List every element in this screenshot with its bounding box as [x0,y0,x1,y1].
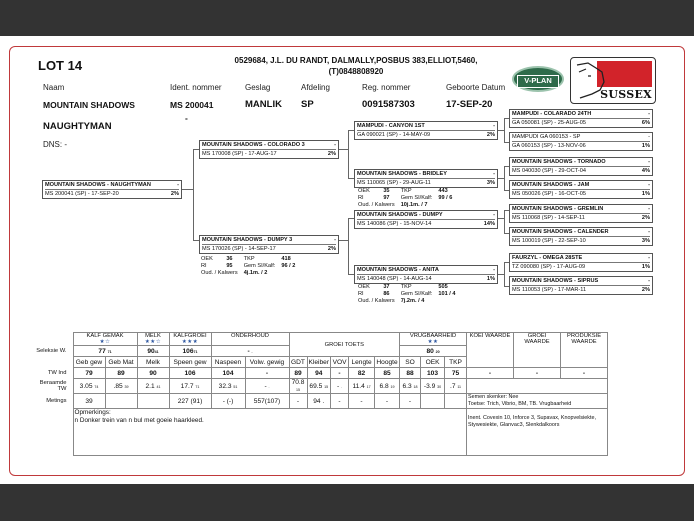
cell: 89 [105,368,137,379]
stat-oek: 36 [226,256,233,262]
cell: - [375,394,400,409]
cell [445,394,467,409]
pedigree-sire-dam[interactable] [354,169,498,188]
cell: - (-) [211,394,245,409]
pedigree-flag: - [648,229,650,235]
accuracy: 15 [296,388,300,392]
pedigree-dam-sire[interactable] [354,210,498,229]
cell: 85 [375,368,400,379]
col-header: Geb Mat [105,357,137,368]
animal-reg: 0091587303 [362,99,415,110]
animal-geslag: MANLIK [245,99,282,110]
value: 2.1 [145,382,155,390]
stat-gem: 99 / 6 [438,195,453,201]
pedigree-name: MOUNTAIN SHADOWS - DUMPY 3 [202,237,293,243]
label-naam: Naam [43,83,65,92]
value: - [337,382,340,390]
accuracy: 11 [457,384,462,389]
pedigree-flag: - [493,212,495,218]
group-label: KALFGROEI [173,333,207,339]
sussex-logo-text: SUSSEX [600,88,652,101]
cell [73,379,105,394]
cell: 106 [169,368,211,379]
pedigree-name: MAMPUDI GA 060153 - SP [512,134,581,140]
group-melk [137,333,169,346]
accuracy: 19 [390,384,395,389]
pedigree-id: MS 170026 (SP) - 14-SEP-17 [202,246,276,252]
pedigree-id: MS 110053 (SP) - 17-MAR-11 [512,287,587,293]
accuracy: 71 [107,349,112,354]
seleksie-melk [137,346,169,357]
group-vrugbaarheid [400,333,467,346]
accuracy: 41 [154,349,159,354]
pedigree-id: GA 050081 (SP) - 25-AUG-05 [512,120,586,126]
stat-oud: 10j.1m. / 7 [400,202,428,208]
stat-label: Oud. / Kalwers [358,202,395,208]
produksie-waarde-value: - [561,368,608,379]
group-label: MELK [145,333,161,339]
pedigree-id: GA 060153 (SP) - 13-NOV-06 [512,143,586,149]
group-groei-toets: GROEI TOETS [289,333,400,357]
pedigree-g3-6[interactable] [509,227,653,246]
pedigree-name: MOUNTAIN SHADOWS - CALENDER [512,229,609,235]
pedigree-flag: - [648,182,650,188]
accuracy: 20 [435,349,440,354]
stat-label: Gem SI/Kalf: [400,291,433,297]
pedigree-id: MS 040030 (SP) - 29-OCT-04 [512,168,586,174]
pedigree-line [497,130,504,131]
accuracy: 41 [156,384,161,389]
pedigree-pct: 2% [327,151,336,157]
stat-oek: 37 [383,284,390,290]
pedigree-name: MOUNTAIN SHADOWS - NAUGHTYMAN [45,182,151,188]
row-tw-ind [35,368,608,379]
accuracy: 30 [437,384,442,389]
stat-label: OEK [201,256,213,262]
pedigree-dam[interactable] [199,235,339,254]
stat-label: RI [201,263,207,269]
produksie-waarde-header: PRODUKSIE WAARDE [561,333,608,368]
pedigree-id: MS 170008 (SP) - 17-AUG-17 [202,151,277,157]
stat-oek: 35 [383,188,390,194]
pedigree-g3-8[interactable] [509,276,653,295]
stat-label: OEK [358,188,370,194]
cell: - [349,394,375,409]
pedigree-flag: - [648,111,650,117]
label-reg: Reg. nommer [362,83,411,92]
inent-cell [467,409,608,456]
stat-label: RI [358,195,364,201]
cell [349,379,375,394]
pedigree-flag: - [648,206,650,212]
pedigree-sire[interactable] [199,140,339,159]
cell: 75 [445,368,467,379]
dam-stats [201,256,301,277]
sussex-logo [570,57,656,104]
pedigree-line [338,149,348,150]
pedigree-flag: - [493,123,495,129]
cell [105,379,137,394]
col-header: Lengte [349,357,375,368]
pedigree-name: FAURZYL - OMEGA 28STE [512,255,583,261]
pedigree-g3-7[interactable] [509,253,653,272]
value: .7 [449,382,456,390]
pedigree-self[interactable] [42,180,182,199]
cell: - [331,368,349,379]
pedigree-id: MS 110065 (SP) - 29-AUG-11 [357,180,431,186]
accuracy: 17 [366,384,371,389]
pedigree-pct: 4% [641,168,650,174]
value: - [247,347,250,355]
row-metings [35,394,608,409]
pedigree-pct: 2% [486,132,495,138]
stat-label: Oud. / Kalwers [358,298,395,304]
toetse-text: Toetse: Trich, Vibrio, BM, TB. Vrugbaarheid [468,401,572,407]
row-beraamde-tw [35,379,608,394]
cell [137,379,169,394]
col-header: Naspeen [211,357,245,368]
col-header: Hoogte [376,358,398,366]
cell [375,379,400,394]
cell: 103 [421,368,445,379]
animal-name: MOUNTAIN SHADOWS [43,100,135,110]
animal-ident: MS 200041 [170,100,214,110]
accuracy: . [268,384,270,389]
pedigree-flag: - [493,267,495,273]
cell [211,379,245,394]
pedigree-dam-dam[interactable] [354,265,498,284]
pedigree-pct: 2% [641,287,650,293]
pedigree-line [497,178,504,179]
lot-number: LOT 14 [38,58,83,73]
value: 69.5 [309,382,323,390]
pedigree-pct: 1% [641,191,650,197]
animal-dob: 17-SEP-20 [446,99,493,110]
pedigree-id: MS 050026 (SP) - 16-OCT-05 [512,191,586,197]
stat-label: Oud. / Kalwers [201,270,238,276]
accuracy: 51 [233,384,238,389]
opmerkings-label: Opmerkings: [74,409,111,416]
groei-waarde-value: - [514,368,561,379]
cell [137,394,169,409]
pedigree-line [504,262,505,286]
koei-waarde-header: KOEI WAARDE [467,333,514,368]
pedigree-name: MOUNTAIN SHADOWS - GREMLIN [512,206,604,212]
col-header: GDT [289,357,307,368]
owner-line-2: (T)0848808920 [328,67,384,76]
pedigree-line [497,274,504,275]
col-header: Geb gew [73,357,105,368]
pedigree-g3-1[interactable] [509,109,653,128]
cell [289,379,307,394]
pedigree-name: MAMPUDI - COLARADO 24TH [512,111,592,117]
cell: 88 [400,368,421,379]
pedigree-pct: 2% [641,215,650,221]
pedigree-line [348,130,349,178]
performance-table [35,332,608,456]
value: -3.9 [423,382,436,390]
star-rating: ★★☆ [144,339,162,345]
stat-label: RI [358,291,364,297]
dam-dam-stats [358,284,462,305]
pedigree-name: MOUNTAIN SHADOWS - ANITA [357,267,439,273]
stat-gem: 96 / 2 [281,263,296,269]
pedigree-pct: 1% [641,264,650,270]
dns-status: DNS: - [43,140,67,149]
label-ident: Ident. nommer [170,83,222,92]
col-header: SO [400,357,421,368]
pedigree-flag: - [648,255,650,261]
sire-dam-stats [358,188,458,209]
pedigree-line [181,189,193,190]
cell: - [289,394,307,409]
group-kalf-gemak [73,333,137,346]
animal-ident-sub: - [185,113,188,123]
inent-text: Inent. Covexin 10, Inforce 3, Supavax, Knopvelsiekte, Stywesiekte, Glanvac3, Slenkdalkoors [468,415,596,428]
col-header: Speen gew [169,357,211,368]
pedigree-line [504,118,505,142]
pedigree-name: MOUNTAIN SHADOWS - BRIDLEY [357,171,448,177]
pedigree-pct: 1% [641,143,650,149]
koei-waarde-value: - [467,368,514,379]
accuracy: 15 [324,384,329,389]
pedigree-flag: - [648,134,650,140]
value: 3.05 [79,382,93,390]
col-header: Melk [137,357,169,368]
pedigree-id: MS 100019 (SP) - 22-SEP-10 [512,238,586,244]
label-geslag: Geslag [245,83,271,92]
pedigree-line [504,210,505,233]
pedigree-id: GA 090021 (SP) - 14-MAY-09 [357,132,431,138]
pedigree-id: MS 140048 (SP) - 14-AUG-14 [357,276,432,282]
value: 90 [147,347,155,355]
cell: 94 . [307,394,331,409]
value: 6.3 [402,382,412,390]
cell [169,379,211,394]
stat-label: TKP [243,256,255,262]
stat-tkp: 505 [438,284,448,290]
cell [421,394,445,409]
pedigree-name: MOUNTAIN SHADOWS - TORNADO [512,159,606,165]
value: 70.8 [291,379,305,386]
groei-waarde-header: GROEI WAARDE [514,333,561,368]
pedigree-g3-5[interactable] [509,204,653,223]
pedigree-sire-sire[interactable] [354,121,498,140]
row-label: Metings [46,398,67,404]
cell: - [331,394,349,409]
col-header: TKP [445,357,467,368]
cell: 557(107) [245,394,289,409]
pedigree-line [193,149,194,240]
stat-ri: 97 [383,195,390,201]
pedigree-pct: 6% [641,120,650,126]
group-onderhoud: ONDERHOUD [211,333,289,346]
group-label: KALF GEMAK [86,333,124,339]
pedigree-name: MAMPUDI - CANYON 1ST [357,123,425,129]
cell [331,379,349,394]
stat-gem: 101 / 4 [438,291,456,297]
pedigree-line [338,240,348,241]
owner-line-1: 0529684, J.L. DU RANDT, DALMALLY,POSBUS 383,ELLIOT,5460, [234,56,478,65]
pedigree-name: MOUNTAIN SHADOWS - JAM [512,182,590,188]
stat-label: Gem SI/Kalf: [400,195,433,201]
label-geboorte: Geboorte Datum [446,83,506,92]
cell: - [245,368,289,379]
pedigree-flag: - [334,237,336,243]
stat-label: TKP [400,188,412,194]
star-rating: ★★ [427,339,439,345]
opmerkings-text: n Donker trein van n bul met goeie haarkleed. [74,417,204,424]
pedigree-flag: - [177,182,179,188]
cell [307,379,331,394]
stat-label: Gem SI/Kalf: [243,263,276,269]
value: 11.4 [352,382,365,390]
stat-tkp: 443 [438,188,448,194]
pedigree-flag: - [648,159,650,165]
pedigree-g3-4[interactable] [509,180,653,199]
stat-ri: 95 [226,263,233,269]
accuracy: 74 [94,384,99,389]
vplan-logo-text: V-PLAN [517,75,559,88]
col-header: Volw. gewig [245,357,289,368]
pedigree-pct: 1% [486,276,495,282]
pedigree-pct: 14% [483,221,495,227]
seleksie-onderhoud [211,346,289,357]
animal-afdeling: SP [301,99,314,110]
pedigree-g3-3[interactable] [509,157,653,176]
cell [421,379,445,394]
pedigree-flag: - [493,171,495,177]
vplan-logo [512,66,564,92]
owner-details [206,55,506,77]
row-label-seleksie: Seleksie W. [36,348,67,354]
pedigree-id: MS 200041 (SP) - 17-SEP-20 [45,191,119,197]
pedigree-name: MOUNTAIN SHADOWS - SIPRUS [512,278,599,284]
value: - [264,382,267,390]
stat-ri: 86 [383,291,390,297]
pedigree-name: MOUNTAIN SHADOWS - COLORADO 3 [202,142,305,148]
cell: 227 (91) [169,394,211,409]
pedigree-pct: 2% [327,246,336,252]
cell [400,379,421,394]
seleksie-kalf-gemak [73,346,137,357]
col-header: VOV [331,357,349,368]
value: 32.3 [218,382,232,390]
pedigree-pct: 2% [170,191,179,197]
col-header: Kleiber [308,358,330,366]
blank-cell [467,379,608,394]
star-rating: ★★★ [181,339,199,345]
accuracy: . [251,349,253,354]
pedigree-pct: 3% [486,180,495,186]
pedigree-id: TZ 090080 (SP) - 17-AUG-09 [512,264,586,270]
cell: 90 [137,368,169,379]
star-rating: ★☆ [99,339,111,345]
value: 17.7 [180,382,194,390]
accuracy: 71 [195,384,200,389]
cell: - [400,394,421,409]
pedigree-line [348,218,349,274]
value: 80 [426,347,434,355]
seleksie-vrugbaarheid [400,346,467,357]
pedigree-line [504,166,505,190]
cell [245,379,289,394]
col-header: OEK [421,357,445,368]
stat-tkp: 418 [281,256,291,262]
pedigree-g3-2[interactable] [509,132,653,151]
cell [105,394,137,409]
group-label: VRUGBAARHEID [409,333,457,339]
cell: 82 [349,368,375,379]
pedigree-id: MS 110068 (SP) - 14-SEP-11 [512,215,585,221]
stat-label: TKP [400,284,412,290]
stat-oud: 4j.1m. / 2 [243,270,268,276]
row-label: Beraamde TW [39,380,67,392]
label-afdeling: Afdeling [301,83,330,92]
accuracy: 39 [124,384,129,389]
stat-label: OEK [358,284,370,290]
pedigree-name: MOUNTAIN SHADOWS - DUMPY [357,212,443,218]
cell [445,379,467,394]
cell: 79 [73,368,105,379]
accuracy: 18 [413,384,418,389]
pedigree-id: MS 140086 (SP) - 15-NOV-14 [357,221,432,227]
cell: 94 [307,368,331,379]
opmerkings-cell [73,409,467,456]
value: 6.8 [379,382,389,390]
cell: 104 [211,368,245,379]
pedigree-line [497,218,504,219]
value: .85 [113,382,123,390]
pedigree-flag: - [648,278,650,284]
accuracy: . [341,384,343,389]
value: 106 [182,347,194,355]
value: 77 [98,347,106,355]
cell: 89 [289,368,307,379]
semen-toetse-cell [467,394,608,409]
accuracy: 71 [193,349,198,354]
row-label: TW Ind [47,370,67,376]
animal-name-2: NAUGHTYMAN [43,121,112,132]
group-kalfgroei [169,333,211,346]
semen-text: Semen skenker: Nee [468,394,519,400]
stat-oud: 7j.2m. / 4 [400,298,425,304]
cell: 39 [73,394,105,409]
pedigree-flag: - [334,142,336,148]
seleksie-kalfgroei [169,346,211,357]
pedigree-pct: 3% [641,238,650,244]
